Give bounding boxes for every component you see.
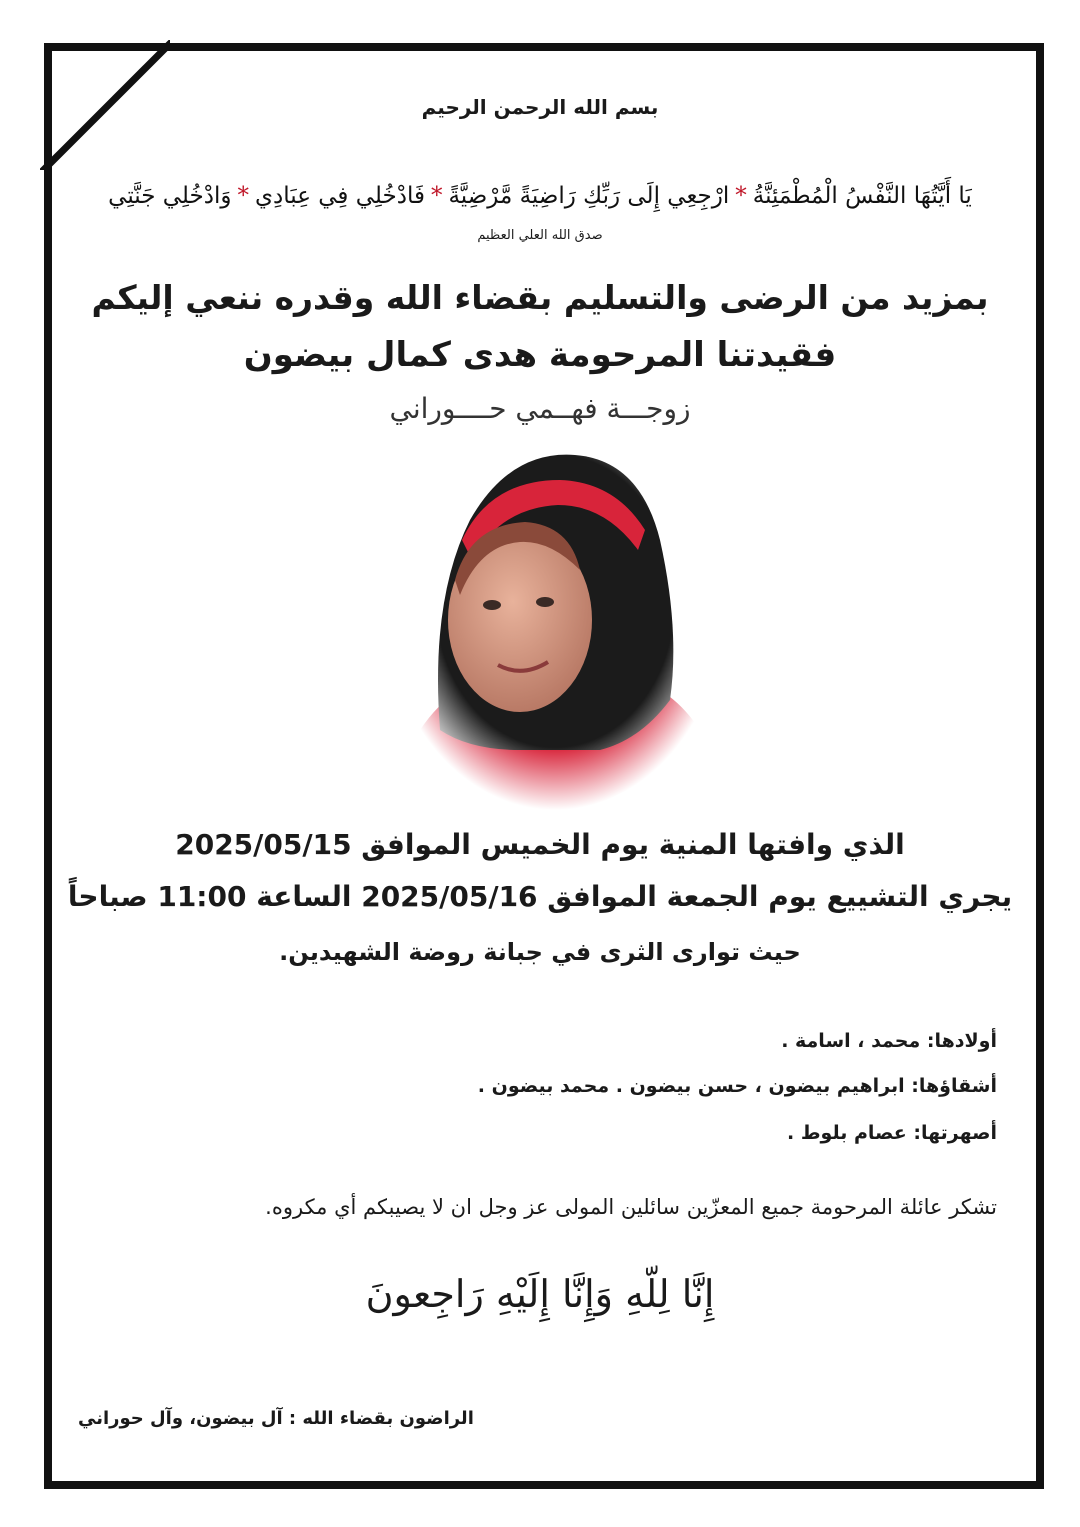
verse-star: * xyxy=(735,183,747,209)
deceased-name: فقيدتنا المرحومة هدى كمال بيضون xyxy=(243,335,837,375)
children-line: أولادها: محمد ، اسامة . xyxy=(781,1030,997,1052)
burial-line: حيث توارى الثرى في جبانة روضة الشهيدين. xyxy=(279,938,801,966)
deceased-photo xyxy=(400,430,710,810)
announcement-intro: بمزيد من الرضى والتسليم بقضاء الله وقدره ننعي إليكم xyxy=(91,278,989,317)
verse-part-1: يَا أَيَّتُهَا النَّفْسُ الْمُطْمَئِنَّةُ xyxy=(752,183,972,209)
thanks-line: تشكر عائلة المرحومة جميع المعزّين سائلين المولى عز وجل ان لا يصيبكم أي مكروه. xyxy=(265,1195,997,1219)
verse-part-3: فَادْخُلِي فِي عِبَادِي xyxy=(255,183,425,209)
verse-star: * xyxy=(430,183,443,209)
in-laws-line: أصهرتها: عصام بلوط . xyxy=(786,1122,997,1144)
verse-part-4: وَادْخُلِي جَنَّتِي xyxy=(108,183,232,209)
siblings-line: أشقاؤها: ابراهيم بيضون ، حسن بيضون . محمد بيضون . xyxy=(477,1075,997,1097)
sadaq-line: صدق الله العلي العظيم xyxy=(477,228,603,243)
quran-verse xyxy=(60,183,1020,209)
signoff-line: الراضون بقضاء الله : آل بيضون، وآل حوراني xyxy=(78,1408,474,1429)
istirja-verse: إِنَّا لِلّهِ وَإِنَّا إِلَيْهِ رَاجِعونَ xyxy=(365,1272,715,1316)
death-date-line: الذي وافتها المنية يوم الخميس الموافق 2025/05/15 xyxy=(175,828,905,861)
spouse-line: زوجـــة فهــمي حــــوراني xyxy=(389,392,691,425)
verse-star: * xyxy=(237,183,249,209)
verse-part-2: ارْجِعِي إِلَى رَبِّكِ رَاضِيَةً مَّرْضِيَّةً xyxy=(448,183,730,209)
bismillah: بسم الله الرحمن الرحيم xyxy=(421,95,659,119)
funeral-line: يجري التشييع يوم الجمعة الموافق 2025/05/16 الساعة 11:00 صباحاً xyxy=(67,880,1013,913)
